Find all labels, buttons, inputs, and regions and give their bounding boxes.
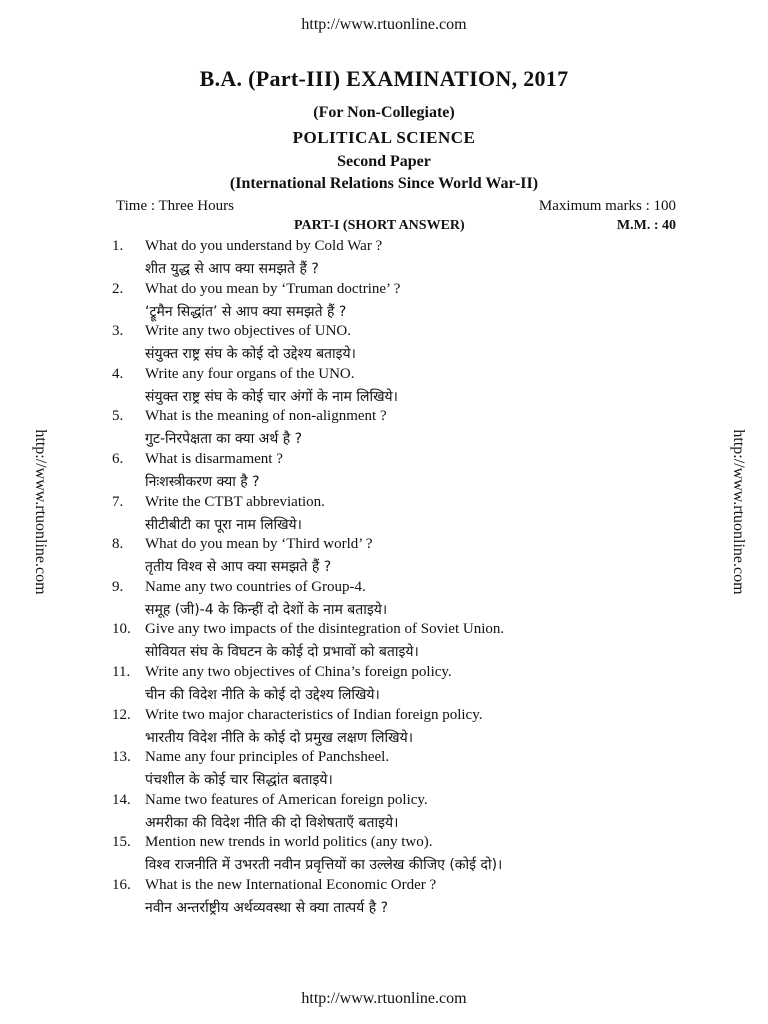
question-text-hindi: ‘ट्रूमैन सिद्धांत’ से आप क्या समझते हैं ?: [145, 303, 347, 320]
question-list: [112, 238, 632, 920]
question-text-english: Give any two impacts of the disintegration of Soviet Union.: [145, 621, 505, 638]
question-number: 4.: [112, 365, 124, 382]
question-item: [112, 408, 632, 451]
question-number: 1.: [112, 238, 124, 254]
question-text-hindi: संयुक्त राष्ट्र संघ के कोई दो उद्देश्य बताइये।: [145, 346, 356, 363]
question-number: 13.: [112, 749, 131, 766]
question-text-hindi: अमरीका की विदेश नीति की दो विशेषताएँ बताइये।: [145, 814, 399, 831]
question-text-english: Name any two countries of Group-4.: [145, 578, 366, 595]
question-text-hindi: भारतीय विदेश नीति के कोई दो प्रमुख लक्षण लिखिये।: [145, 729, 414, 746]
question-number: 14.: [112, 791, 131, 808]
question-item: [112, 281, 632, 324]
question-text-hindi: सोवियत संघ के विघटन के कोई दो प्रभावों को बताइये।: [145, 644, 419, 661]
question-text-english: Mention new trends in world politics (any two).: [145, 834, 433, 851]
question-item: [112, 579, 632, 622]
question-text-english: Write two major characteristics of Indian foreign policy.: [145, 706, 483, 723]
question-text-hindi: समूह (जी)-4 के किन्हीं दो देशों के नाम बताइये।: [145, 601, 388, 618]
question-number: 16.: [112, 876, 131, 893]
time-allowed: Time : Three Hours: [116, 198, 234, 214]
question-item: [112, 834, 632, 877]
question-item: [112, 494, 632, 537]
question-item: [112, 621, 632, 664]
question-text-hindi: नवीन अन्तर्राष्ट्रीय अर्थव्यवस्था से क्या तात्पर्य है ?: [145, 899, 389, 916]
maximum-marks: Maximum marks : 100: [538, 198, 676, 214]
question-number: 2.: [112, 280, 124, 297]
question-text-hindi: संयुक्त राष्ट्र संघ के कोई चार अंगों के नाम लिखिये।: [145, 388, 398, 405]
part-heading-row: [116, 218, 676, 238]
question-text-english: Write any two objectives of China’s foreign policy.: [145, 663, 452, 680]
question-text-hindi: विश्व राजनीति में उभरती नवीन प्रवृत्तियों का उल्लेख कीजिए (कोई दो)।: [145, 857, 503, 874]
part-marks: M.M. : 40: [616, 218, 676, 233]
question-item: [112, 323, 632, 366]
question-text-english: Name two features of American foreign policy.: [145, 791, 428, 808]
question-number: 9.: [112, 578, 124, 595]
question-text-english: What do you understand by Cold War ?: [145, 238, 383, 254]
question-text-hindi: शीत युद्ध से आप क्या समझते हैं ?: [145, 261, 319, 277]
question-item: [112, 749, 632, 792]
question-text-hindi: गुट-निरपेक्षता का क्या अर्थ है ?: [145, 431, 303, 448]
question-item: [112, 877, 632, 920]
question-text-english: What is the meaning of non-alignment ?: [145, 408, 387, 425]
question-item: [112, 792, 632, 835]
watermark-url-left[interactable]: http://www.rtuonline.com: [32, 429, 49, 595]
exam-title: B.A. (Part-III) EXAMINATION, 2017: [199, 66, 569, 91]
question-number: 7.: [112, 493, 124, 510]
question-item: [112, 238, 632, 281]
exam-meta-row: [116, 198, 676, 218]
paper-title: (International Relations Since World War-II): [229, 175, 539, 192]
watermark-url-bottom[interactable]: http://www.rtuonline.com: [301, 990, 467, 1007]
question-item: [112, 536, 632, 579]
question-text-english: Write any four organs of the UNO.: [145, 365, 355, 382]
question-text-english: Name any four principles of Panchsheel.: [145, 749, 390, 766]
question-number: 15.: [112, 834, 131, 851]
question-number: 12.: [112, 706, 131, 723]
question-text-english: Write any two objectives of UNO.: [145, 323, 352, 340]
part-title: PART-I (SHORT ANSWER): [294, 218, 465, 233]
subject-title: POLITICAL SCIENCE: [292, 128, 476, 147]
question-text-hindi: निःशस्त्रीकरण क्या है ?: [145, 473, 260, 490]
watermark-url-right[interactable]: http://www.rtuonline.com: [730, 429, 747, 595]
question-text-english: What do you mean by ‘Truman doctrine’ ?: [145, 280, 401, 297]
question-text-english: What is disarmament ?: [145, 450, 283, 467]
question-number: 5.: [112, 408, 124, 425]
question-number: 10.: [112, 621, 131, 638]
question-item: [112, 451, 632, 494]
question-item: [112, 664, 632, 707]
question-number: 8.: [112, 536, 124, 553]
question-text-english: What is the new International Economic Order ?: [145, 876, 437, 893]
question-text-hindi: सीटीबीटी का पूरा नाम लिखिये।: [145, 516, 302, 533]
question-text-hindi: पंचशील के कोई चार सिद्धांत बताइये।: [145, 772, 333, 789]
paper-number: Second Paper: [337, 153, 431, 170]
question-text-hindi: चीन की विदेश नीति के कोई दो उद्देश्य लिखिये।: [145, 686, 380, 703]
question-text-english: What do you mean by ‘Third world’ ?: [145, 536, 373, 553]
exam-subtitle: (For Non-Collegiate): [313, 104, 455, 121]
question-text-hindi: तृतीय विश्व से आप क्या समझते हैं ?: [145, 559, 332, 576]
question-number: 3.: [112, 323, 124, 340]
question-item: [112, 366, 632, 409]
question-item: [112, 707, 632, 750]
question-number: 11.: [112, 663, 131, 680]
question-number: 6.: [112, 450, 124, 467]
question-text-english: Write the CTBT abbreviation.: [145, 493, 325, 510]
watermark-url-top[interactable]: http://www.rtuonline.com: [301, 16, 467, 33]
